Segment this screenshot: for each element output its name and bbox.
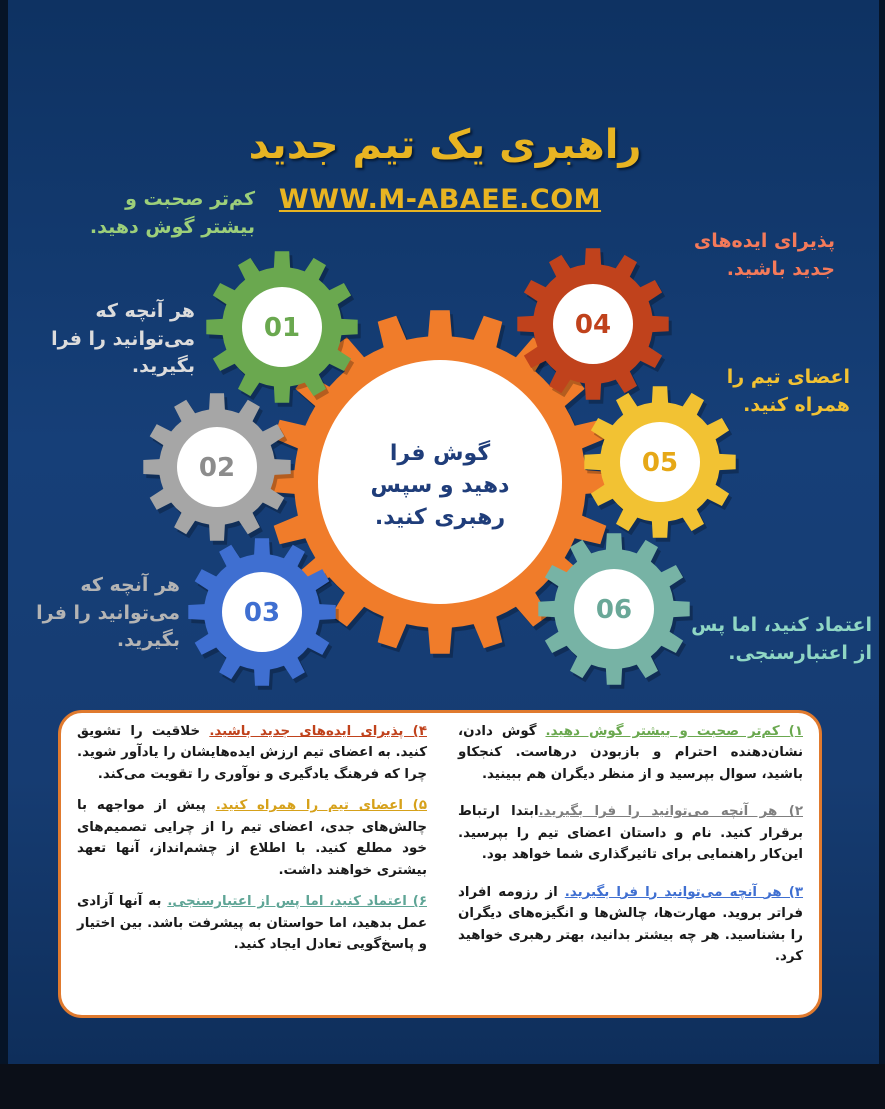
detail-item-4-heading: ۴) پذیرای ایده‌های جدید باشید. [209,724,427,739]
detail-item-5-body: پیش از مواجهه با چالش‌های جدی، اعضای تیم را از چرایی تصمیم‌های خود مطلع کنید. با اطلاع از چشم‌انداز، آنها تعهد بیشتری خواهند داشت. [77,798,427,878]
label-line: از اعتبارسنجی. [728,641,872,664]
bottom-strip [0,1064,885,1109]
website-url: WWW.M-ABAEE.COM [278,184,602,215]
detail-item-4-body: خلاقیت را تشویق کنید. به اعضای تیم ارزش ایده‌هایشان را یادآور شوید. چرا که فرهنگ یادگیری و نوآوری را تقویت می‌کند. [77,724,427,782]
gear-number: 03 [243,598,281,628]
detail-item-5-heading: ۵) اعضای تیم را همراه کنید. [215,798,427,814]
label-line: بگیرید. [116,629,180,652]
label-gear-06 [660,612,872,667]
detail-item-6-body: به آنها آزادی عمل بدهید، اما حواستان به پیشرفت باشد. بین اختیار و پاسخ‌گویی تعادل ایجاد کنید. [77,894,427,952]
page-title: راهبری یک تیم جدید [248,122,642,168]
label-listen-more [50,186,255,241]
detail-item-6 [77,891,427,955]
gear-number: 04 [574,310,612,340]
detail-item-3 [458,882,803,968]
detail-item-3-body: از رزومه افراد فراتر بروید. مهارت‌ها، چالش‌ها و انگیزه‌های دیگران را بشناسید. هر چه بیشتر بدانید، بهتر رهبری خواهید کرد. [458,884,803,964]
details-panel [58,710,822,1018]
label-line: پذیرای ایده‌های [693,230,835,252]
gear-number: 02 [198,453,236,483]
detail-item-1-body: گوش دادن، نشان‌دهنده احترام و بازبودن درهاست. کنجکاو باشید، سوال بپرسید و از منظر دیگران هم ببینید. [458,724,803,782]
detail-item-1-heading: ۱) کم‌تر صحبت و بیشتر گوش دهید. [545,724,803,739]
gear-number: 06 [595,595,633,625]
detail-item-4 [77,721,427,785]
center-line-2: دهید و سپس [370,472,510,498]
label-line: هر آنچه که [80,574,180,596]
label-gear-05 [700,364,850,419]
gear-number: 01 [263,313,301,343]
label-line: کم‌تر صحبت و [125,188,255,210]
label-gear-01 [30,298,195,381]
label-line: بیشتر گوش دهید. [89,215,255,238]
detail-item-2-heading: ۲) هر آنچه می‌توانید را فرا بگیرید. [538,804,803,820]
label-line: هر آنچه که [95,300,195,322]
details-column-left [77,721,427,965]
label-line: جدید باشید. [726,257,835,280]
detail-item-5 [77,795,427,881]
detail-item-1 [458,721,803,785]
center-gear-text [365,438,515,534]
detail-item-2 [458,801,803,865]
label-line: می‌توانید را فرا [51,327,195,350]
gear-number: 05 [641,448,679,478]
label-line: همراه کنید. [743,393,850,416]
detail-item-6-heading: ۶) اعتماد کنید، اما پس از اعتبارسنجی. [167,894,428,910]
label-line: اعتماد کنید، اما پس [691,614,872,636]
label-gear-03 [20,572,180,655]
label-line: می‌توانید را فرا [36,601,180,624]
details-column-right [458,721,803,977]
detail-item-3-heading: ۳) هر آنچه می‌توانید را فرا بگیرید. [564,884,804,900]
gear-02 [143,393,293,544]
center-line-3: رهبری کنید. [374,504,506,530]
detail-item-2-body: ابتدا ارتباط برقرار کنید. نام و داستان اعضای تیم را بپرسید. این‌کار راهنمایی برای تاثیرگذاری شما خواهد بود. [458,804,803,863]
label-line: بگیرید. [131,355,195,378]
center-line-1: گوش فرا [389,441,491,466]
label-gear-04 [660,228,835,283]
label-line: اعضای تیم را [726,366,850,388]
